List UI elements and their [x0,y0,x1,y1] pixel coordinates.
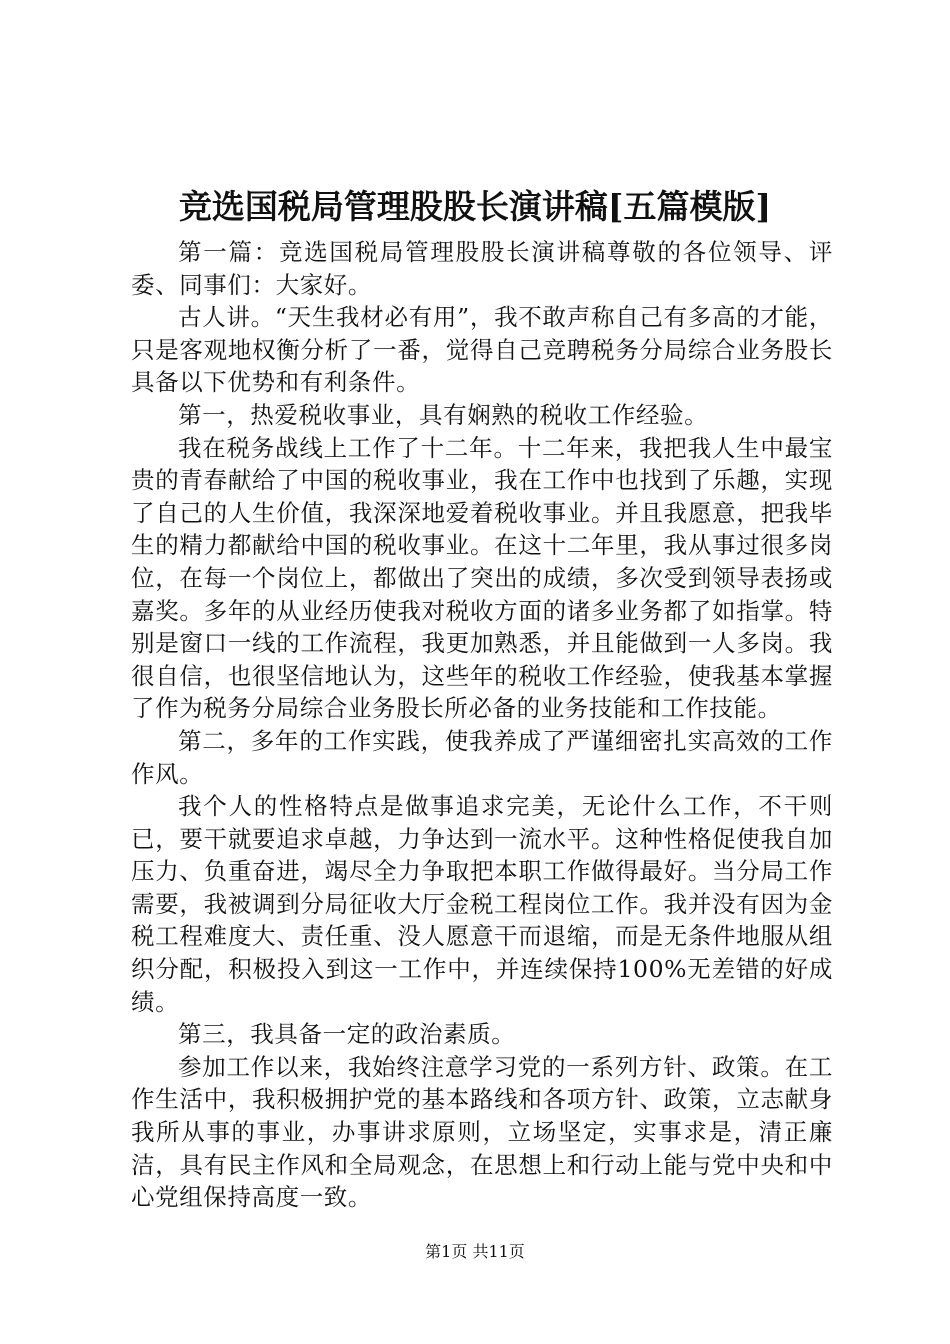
paragraph: 第三，我具备一定的政治素质。 [178,1020,516,1049]
paragraph: 第一，热爱税收事业，具有娴熟的税收工作经验。 [178,400,709,429]
paragraph: 第二，多年的工作实践，使我养成了严谨细密扎实高效的工作作风。 [131,726,833,788]
paragraph: 我个人的性格特点是做事追求完美，无论什么工作，不干则已，要干就要追求卓越，力争达到一流水平。这种性格促使我自加压力、负重奋进，竭尽全力争取把本职工作做得最好。当分局工作需要，我被调到分局征收大厅金税工程岗位工作。我并没有因为金税工程难度大、责任重、没人愿意干而退缩，而是无条件地服从组织分配，积极投入到这一工作中，并连续保持100%无差错的好成绩。 [131,792,833,1016]
paragraph: 第一篇：竞选国税局管理股股长演讲稿尊敬的各位领导、评委、同事们：大家好。 [131,238,833,299]
paragraph: 我在税务战线上工作了十二年。十二年来，我把我人生中最宝贵的青春献给了中国的税收事业，我在工作中也找到了乐趣，实现了自己的人生价值，我深深地爱着税收事业。并且我愿意，把我毕生的精力都献给中国的税收事业。在这十二年里，我从事过很多岗位，在每一个岗位上，都做出了突出的成绩，多次受到领导表扬或嘉奖。多年的从业经历使我对税收方面的诸多业务都了如指掌。特别是窗口一线的工作流程，我更加熟悉，并且能做到一人多岗。我很自信，也很坚信地认为，这些年的税收工作经验，使我基本掌握了作为税务分局综合业务股长所必备的业务技能和工作技能。 [131,433,833,723]
page-number-footer: 第1页 共11页 [425,1242,525,1261]
paragraph: 古人讲。“天生我材必有用”，我不敢声称自己有多高的才能，只是客观地权衡分析了一番，觉得自己竞聘税务分局综合业务股长具备以下优势和有利条件。 [131,303,833,397]
document-body [131,236,833,1214]
document-title: 竞选国税局管理股股长演讲稿[五篇模版] [178,187,772,226]
paragraph: 参加工作以来，我始终注意学习党的一系列方针、政策。在工作生活中，我积极拥护党的基本路线和各项方针、政策，立志献身我所从事的事业，办事讲求原则，立场坚定，实事求是，清正廉洁，具有民主作风和全局观念，在思想上和行动上能与党中央和中心党组保持高度一致。 [131,1052,833,1212]
